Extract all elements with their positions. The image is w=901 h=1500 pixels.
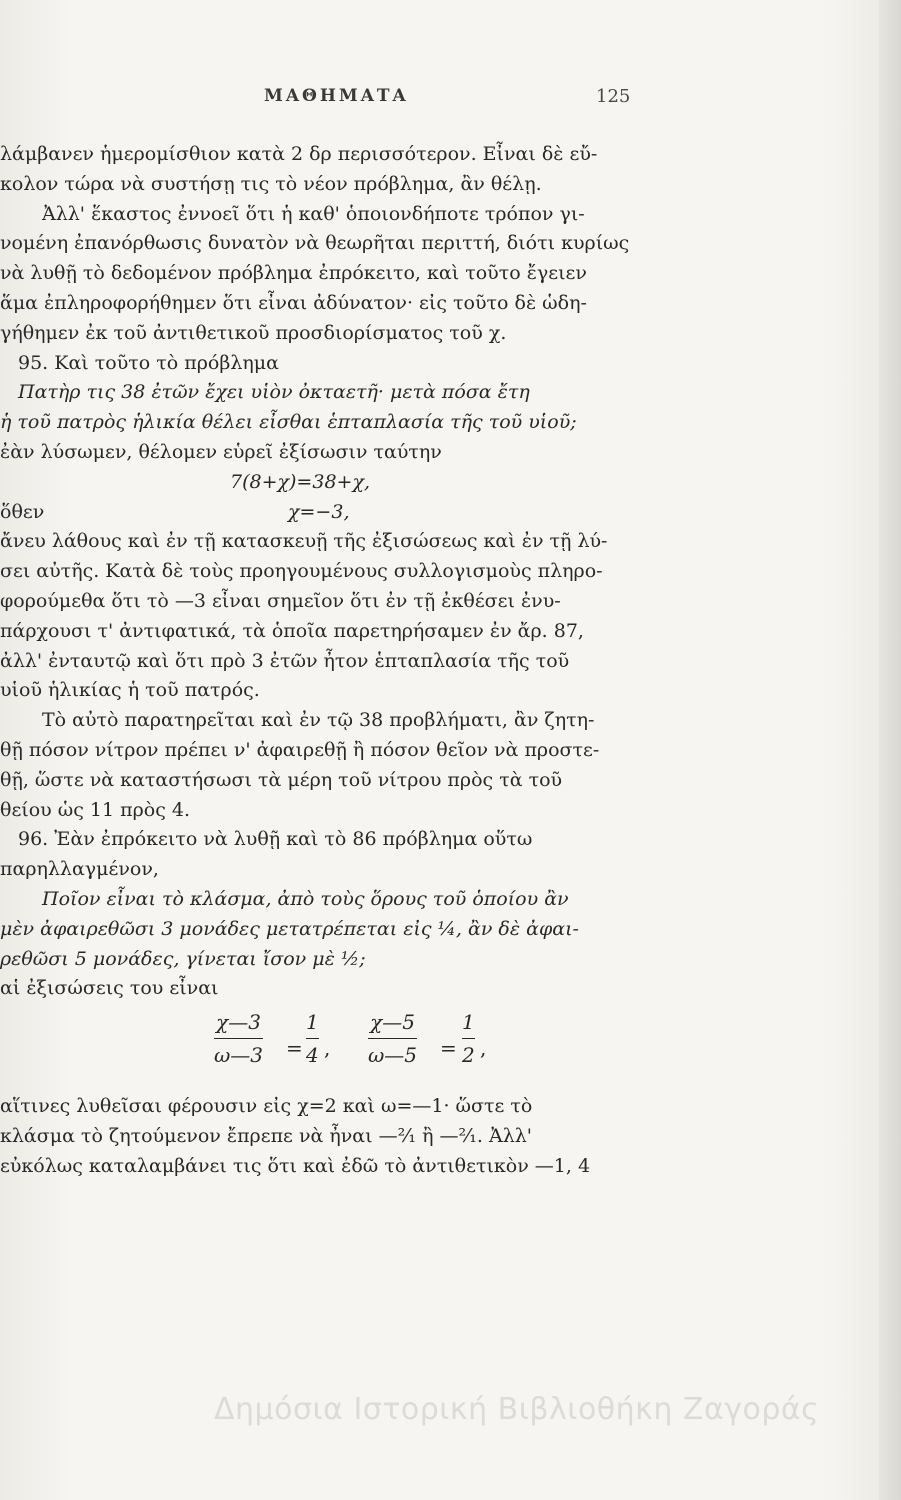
- text-line: θῇ, ὥστε νὰ καταστήσωσι τὰ μέρη τοῦ νίτρου πρὸς τὰ τοῦ: [0, 768, 563, 791]
- equals-sign: =: [440, 1036, 457, 1061]
- fraction-bar: [462, 1038, 475, 1039]
- text-line: ἄνευ λάθους καὶ ἐν τῇ κατασκευῇ τῆς ἐξισώσεως καὶ ἐν τῇ λύ-: [0, 530, 608, 553]
- text-line: σει αὐτῆς. Κατὰ δὲ τοὺς προηγουμένους συλλογισμοὺς πληρο-: [0, 560, 603, 583]
- fraction-bar: [368, 1038, 417, 1039]
- text-line: θείου ὡς 11 πρὸς 4.: [0, 798, 191, 821]
- text-line: νὰ λυθῇ τὸ δεδομένον πρόβλημα ἐπρόκειτο, καὶ τοῦτο ἔγειεν: [0, 262, 587, 285]
- text-line: αἵτινες λυθεῖσαι φέρουσιν εἰς χ=2 καὶ ω=—1· ὥστε τὸ: [0, 1095, 533, 1118]
- text-line: αἱ ἐξισώσεις του εἶναι: [0, 977, 219, 1000]
- text-line: ἀλλ' ἐνταυτῷ καὶ ὅτι πρὸ 3 ἐτῶν ἦτον ἑπταπλασία τῆς τοῦ: [0, 649, 570, 672]
- numerator: 1: [306, 1010, 319, 1035]
- text-line: νομένη ἐπανόρθωσις δυνατὸν νὰ θεωρῆται περιττή, διότι κυρίως: [0, 232, 630, 255]
- problem-statement: ρεθῶσι 5 μονάδες, γίνεται ἴσον μὲ ½;: [0, 947, 366, 970]
- section-heading: 95. Καὶ τοῦτο τὸ πρόβλημα: [18, 351, 279, 374]
- numerator: χ—5: [370, 1010, 415, 1035]
- fraction: [214, 1008, 263, 1069]
- running-title: ΜΑΘΗΜΑΤΑ: [264, 86, 409, 106]
- equation-label: ὅθεν: [0, 500, 45, 523]
- text-line: πάρχουσι τ' ἀντιφατικά, τὰ ὁποῖα παρετηρήσαμεν ἐν ἄρ. 87,: [0, 619, 584, 642]
- denominator: ω—3: [214, 1043, 264, 1068]
- comma: ,: [480, 1036, 487, 1061]
- problem-statement: μὲν ἀφαιρεθῶσι 3 μονάδες μετατρέπεται εἰς ¼, ἂν δὲ ἀφαι-: [0, 917, 579, 940]
- page-number: 125: [596, 86, 631, 107]
- section-heading: 96. Ἐὰν ἐπρόκειτο νὰ λυθῇ καὶ τὸ 86 πρόβλημα οὕτω: [18, 828, 533, 851]
- text-line: εὐκόλως καταλαμβάνει τις ὅτι καὶ ἐδῶ τὸ ἀντιθετικὸν —1, 4: [0, 1154, 591, 1177]
- equals-sign: =: [286, 1036, 303, 1061]
- text-line: θῇ πόσον νίτρον πρέπει ν' ἀφαιρεθῇ ἢ πόσον θεῖον νὰ προστε-: [0, 738, 600, 761]
- denominator: 4: [306, 1043, 319, 1068]
- denominator: 2: [462, 1043, 475, 1068]
- library-watermark: Δημόσια Ιστορική Βιβλιοθήκη Ζαγοράς: [214, 1392, 820, 1427]
- text-line: παρηλλαγμένον,: [0, 858, 159, 881]
- fraction: [306, 1008, 319, 1069]
- body-text: [0, 140, 680, 1182]
- text-line: ἐὰν λύσωμεν, θέλομεν εὑρεῖ ἐξίσωσιν ταύτην: [0, 440, 442, 463]
- text-line: κολον τώρα νὰ συστήσῃ τις τὸ νέον πρόβλημα, ἂν θέλῃ.: [0, 172, 542, 195]
- page-header: [0, 86, 901, 116]
- equation: χ=−3,: [288, 500, 350, 523]
- problem-statement: Ποῖον εἶναι τὸ κλάσμα, ἀπὸ τοὺς ὅρους τοῦ ὁποίου ἂν: [42, 887, 569, 910]
- page-gutter: [879, 0, 901, 1500]
- numerator: χ—3: [216, 1010, 261, 1035]
- denominator: ω—5: [368, 1043, 418, 1068]
- text-line: λάμβανεν ἡμερομίσθιον κατὰ 2 δρ περισσότερον. Εἶναι δὲ εὔ-: [0, 143, 598, 165]
- text-line: ἅμα ἐπληροφορήθημεν ὅτι εἶναι ἀδύνατον· εἰς τοῦτο δὲ ὡδη-: [0, 291, 587, 314]
- text-line: κλάσμα τὸ ζητούμενον ἔπρεπε νὰ ἦναι —²⁄₁ ἢ —²⁄₁. Ἀλλ': [0, 1124, 532, 1147]
- fraction-bar: [214, 1038, 263, 1039]
- comma: ,: [324, 1036, 331, 1061]
- fraction-bar: [306, 1038, 319, 1039]
- equation: 7(8+χ)=38+χ,: [230, 470, 371, 493]
- problem-statement: ἡ τοῦ πατρὸς ἡλικία θέλει εἶσθαι ἑπταπλασία τῆς τοῦ υἱοῦ;: [0, 411, 577, 434]
- fraction-equations: [0, 1008, 680, 1092]
- equation-row: [0, 498, 680, 528]
- text-line: φορούμεθα ὅτι τὸ —3 εἶναι σημεῖον ὅτι ἐν τῇ ἐκθέσει ἐνυ-: [0, 589, 561, 612]
- text-line: Τὸ αὐτὸ παρατηρεῖται καὶ ἐν τῷ 38 προβλήματι, ἂν ζητη-: [42, 709, 595, 732]
- text-line: Ἀλλ' ἕκαστος ἐννοεῖ ὅτι ἡ καθ' ὁποιονδήποτε τρόπον γι-: [42, 202, 585, 225]
- numerator: 1: [462, 1010, 475, 1035]
- text-line: υἱοῦ ἡλικίας ἡ τοῦ πατρός.: [0, 679, 260, 702]
- text-line: γήθημεν ἐκ τοῦ ἀντιθετικοῦ προσδιορίσματος τοῦ χ.: [0, 321, 507, 344]
- fraction: [368, 1008, 417, 1069]
- problem-statement: Πατὴρ τις 38 ἐτῶν ἔχει υἱὸν ὀκταετῆ· μετὰ πόσα ἔτη: [18, 381, 530, 404]
- fraction: [462, 1008, 475, 1069]
